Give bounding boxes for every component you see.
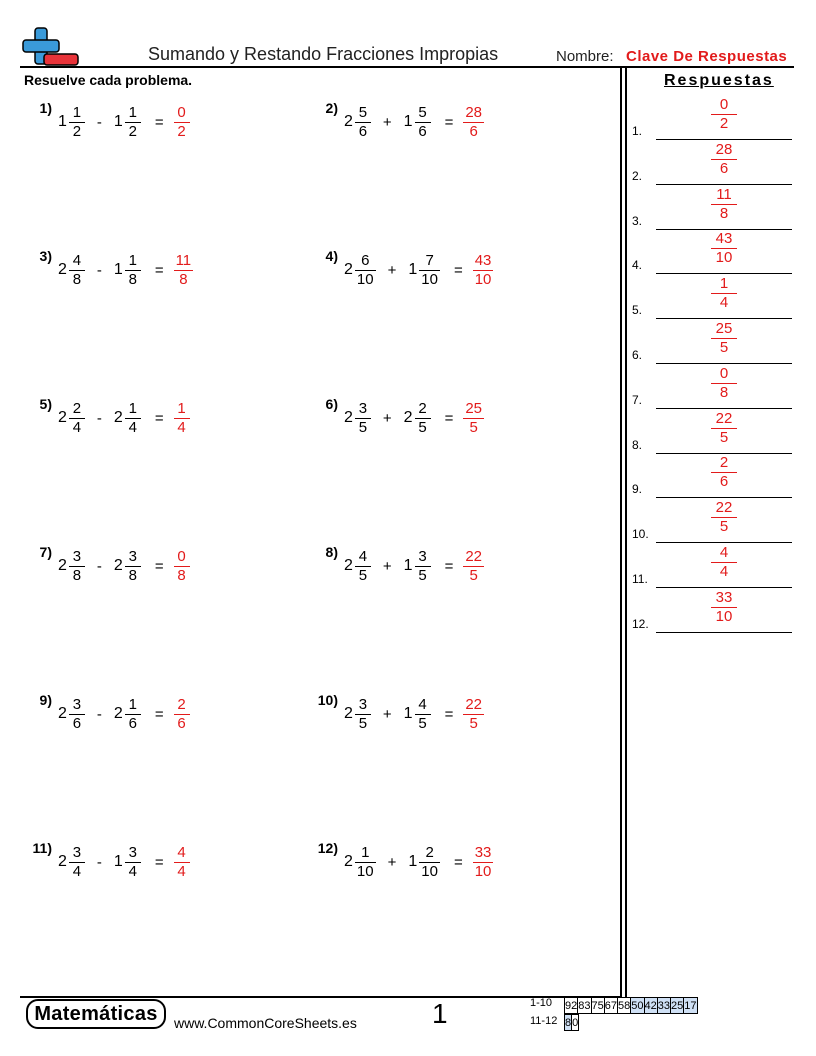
score-row — [564, 1014, 579, 1031]
answer-index: 10. — [632, 527, 649, 542]
denominator: 4 — [177, 418, 186, 436]
numerator: 2 — [177, 695, 186, 713]
denominator: 6 — [719, 473, 729, 491]
operator: - — [96, 409, 102, 427]
numerator: 43 — [715, 230, 733, 248]
numerator: 1 — [361, 843, 370, 861]
fraction — [415, 104, 431, 141]
denominator: 4 — [72, 862, 82, 880]
numerator: 1 — [128, 103, 137, 121]
score-cell: 17 — [684, 999, 697, 1012]
denominator: 4 — [128, 418, 137, 436]
denominator: 10 — [474, 270, 492, 288]
answer-fraction — [706, 230, 742, 267]
fraction — [125, 400, 141, 437]
answer-fraction — [706, 499, 742, 536]
answer-row — [632, 96, 792, 140]
denominator: 6 — [719, 159, 729, 177]
problem-number: 3) — [39, 248, 52, 264]
denominator: 10 — [356, 862, 374, 880]
operator: + — [382, 705, 392, 723]
denominator: 5 — [418, 714, 427, 732]
equals-sign: = — [453, 261, 463, 279]
denominator: 8 — [719, 204, 729, 222]
header-divider — [20, 66, 794, 68]
operator: + — [382, 113, 392, 131]
whole-number: 1 — [408, 853, 418, 870]
answer-fraction — [706, 454, 742, 491]
fraction — [415, 400, 431, 437]
denominator: 5 — [418, 566, 427, 584]
answer-row — [632, 499, 792, 543]
answer-index: 9. — [632, 482, 643, 497]
problem-6 — [310, 396, 484, 440]
denominator: 6 — [358, 122, 368, 140]
denominator: 5 — [418, 418, 427, 436]
answer-index: 2. — [632, 168, 643, 183]
numerator: 6 — [361, 251, 370, 269]
whole-number: 2 — [58, 705, 67, 722]
fraction — [355, 400, 371, 437]
denominator: 4 — [128, 862, 137, 880]
denominator: 8 — [72, 566, 82, 584]
whole-number: 1 — [113, 113, 123, 130]
answer-fraction — [706, 275, 742, 312]
numerator: 22 — [715, 499, 733, 517]
denominator: 8 — [179, 270, 188, 288]
equals-sign: = — [154, 557, 164, 575]
answer-fraction — [174, 696, 190, 733]
denominator: 10 — [715, 607, 733, 625]
fraction — [69, 696, 85, 733]
whole-number: 1 — [403, 113, 413, 130]
brand-badge: Matemáticas — [26, 999, 166, 1029]
denominator: 2 — [177, 122, 186, 140]
problem-number: 10) — [317, 692, 338, 708]
whole-number: 2 — [344, 705, 353, 722]
whole-number: 2 — [344, 261, 353, 278]
operator: + — [387, 853, 397, 871]
numerator: 25 — [715, 320, 733, 337]
problem-5 — [24, 396, 190, 440]
whole-number: 2 — [58, 409, 67, 426]
numerator: 3 — [72, 843, 82, 861]
numerator: 2 — [72, 399, 82, 417]
problem-11 — [24, 840, 190, 884]
whole-number: 1 — [403, 705, 413, 722]
instructions: Resuelve cada problema. — [24, 72, 193, 88]
denominator: 6 — [469, 122, 478, 140]
fraction — [125, 696, 141, 733]
numerator: 28 — [715, 140, 733, 158]
denominator: 6 — [418, 122, 427, 140]
problem-number: 1) — [39, 100, 52, 116]
denominator: 5 — [358, 418, 368, 436]
answer-index: 8. — [632, 437, 643, 452]
answer-index: 4. — [632, 258, 643, 273]
denominator: 6 — [128, 714, 137, 732]
name-label: Nombre: — [556, 48, 614, 65]
score-cell: 0 — [572, 1016, 579, 1029]
equals-sign: = — [444, 409, 454, 427]
denominator: 10 — [356, 270, 374, 288]
denominator: 2 — [128, 122, 137, 140]
numerator: 11 — [175, 251, 192, 269]
problem-8 — [310, 544, 484, 588]
numerator: 1 — [719, 275, 729, 293]
denominator: 8 — [72, 270, 82, 288]
answer-row — [632, 186, 792, 230]
denominator: 2 — [72, 122, 82, 140]
problem-number: 6) — [325, 396, 338, 412]
score-cell: 33 — [657, 999, 670, 1012]
denominator: 5 — [719, 428, 729, 446]
numerator: 3 — [72, 547, 82, 565]
operator: - — [96, 113, 102, 131]
answer-fraction — [174, 400, 190, 437]
answer-fraction — [463, 548, 484, 585]
answer-fraction — [174, 844, 190, 881]
denominator: 6 — [177, 714, 186, 732]
score-row-label: 11-12 — [530, 1015, 558, 1027]
numerator: 2 — [719, 454, 729, 472]
whole-number: 2 — [113, 557, 123, 574]
numerator: 3 — [128, 547, 137, 565]
whole-number: 2 — [344, 409, 353, 426]
name-value: Clave De Respuestas — [626, 48, 788, 65]
denominator: 5 — [469, 566, 478, 584]
fraction — [355, 252, 376, 289]
equals-sign: = — [453, 853, 463, 871]
fraction — [69, 400, 85, 437]
answer-row — [632, 141, 792, 185]
denominator: 5 — [469, 714, 478, 732]
fraction — [125, 104, 141, 141]
fraction — [69, 548, 85, 585]
operator: - — [96, 705, 102, 723]
fraction — [125, 548, 141, 585]
numerator: 28 — [465, 103, 483, 121]
answer-fraction — [174, 548, 190, 585]
numerator: 4 — [177, 843, 186, 861]
equals-sign: = — [154, 409, 164, 427]
answer-fraction — [706, 410, 742, 447]
score-row — [564, 997, 698, 1014]
numerator: 7 — [425, 251, 434, 269]
numerator: 1 — [128, 399, 137, 417]
denominator: 5 — [469, 418, 478, 436]
numerator: 22 — [465, 695, 483, 713]
answer-index: 7. — [632, 392, 643, 407]
fraction — [419, 844, 440, 881]
answer-fraction — [706, 365, 742, 402]
numerator: 0 — [719, 364, 729, 382]
numerator: 3 — [72, 695, 82, 713]
score-cell: 92 — [565, 999, 578, 1012]
answer-row — [632, 365, 792, 409]
whole-number: 1 — [113, 261, 123, 278]
answer-fraction — [706, 589, 742, 626]
denominator: 4 — [177, 862, 186, 880]
problem-10 — [310, 692, 484, 736]
fraction — [415, 696, 431, 733]
operator: + — [387, 261, 397, 279]
problem-3 — [24, 248, 193, 292]
numerator: 1 — [177, 399, 186, 417]
numerator: 33 — [474, 843, 492, 861]
operator: - — [96, 557, 102, 575]
numerator: 4 — [418, 695, 427, 713]
denominator: 4 — [72, 418, 82, 436]
fraction — [69, 104, 85, 141]
page-title: Sumando y Restando Fracciones Impropias — [148, 44, 499, 64]
operator: + — [382, 409, 392, 427]
answer-fraction — [174, 104, 190, 141]
numerator: 4 — [72, 251, 82, 269]
problem-number: 4) — [325, 248, 338, 264]
plus-minus-logo-icon — [22, 26, 80, 68]
problem-number: 8) — [325, 544, 338, 560]
problem-number: 5) — [39, 396, 52, 412]
answer-index: 5. — [632, 303, 643, 318]
whole-number: 2 — [113, 705, 123, 722]
answer-fraction — [706, 544, 742, 581]
answer-index: 1. — [632, 124, 643, 138]
fraction — [355, 548, 371, 585]
answer-row — [632, 230, 792, 274]
whole-number: 2 — [58, 557, 67, 574]
problem-number: 2) — [325, 100, 338, 116]
numerator: 1 — [128, 251, 137, 269]
numerator: 0 — [177, 547, 186, 565]
answer-index: 6. — [632, 348, 643, 362]
equals-sign: = — [154, 113, 164, 131]
problem-7 — [24, 544, 190, 588]
numerator: 5 — [418, 103, 427, 121]
problem-4 — [310, 248, 493, 292]
numerator: 25 — [465, 399, 483, 417]
score-cell: 83 — [578, 999, 591, 1012]
score-cell: 50 — [631, 999, 644, 1012]
problem-2 — [310, 100, 484, 144]
score-cell: 67 — [604, 999, 617, 1012]
whole-number: 1 — [58, 113, 67, 130]
answer-fraction — [706, 141, 742, 178]
score-cell: 58 — [618, 999, 631, 1012]
score-row-label: 1-10 — [530, 997, 553, 1009]
numerator: 3 — [358, 399, 368, 417]
numerator: 4 — [719, 544, 729, 561]
score-cell: 75 — [591, 999, 604, 1012]
answer-line — [656, 632, 792, 633]
answer-row — [632, 320, 792, 364]
answer-row — [632, 544, 792, 588]
answers-title: Respuestas — [664, 72, 774, 89]
fraction — [125, 844, 141, 881]
problem-number: 7) — [39, 544, 52, 560]
problem-number: 12) — [317, 840, 338, 856]
whole-number: 1 — [408, 261, 418, 278]
equals-sign: = — [444, 705, 454, 723]
column-divider-right — [625, 66, 627, 998]
problem-number: 9) — [39, 692, 52, 708]
numerator: 3 — [128, 843, 137, 861]
score-cell: 25 — [671, 999, 684, 1012]
denominator: 8 — [719, 383, 729, 401]
answer-index: 11. — [632, 572, 648, 586]
numerator: 33 — [715, 588, 733, 606]
equals-sign: = — [444, 557, 454, 575]
numerator: 2 — [425, 843, 434, 861]
numerator: 3 — [418, 547, 427, 565]
answer-fraction — [706, 96, 742, 133]
answer-row — [632, 589, 792, 633]
problem-12 — [310, 840, 493, 884]
fraction — [355, 104, 371, 141]
denominator: 2 — [719, 115, 729, 132]
numerator: 11 — [716, 185, 732, 203]
problem-1 — [24, 100, 190, 144]
answer-row — [632, 275, 792, 319]
operator: - — [96, 261, 102, 279]
whole-number: 2 — [344, 853, 353, 870]
fraction — [355, 696, 371, 733]
denominator: 8 — [177, 566, 186, 584]
whole-number: 1 — [403, 557, 413, 574]
answer-fraction — [463, 696, 484, 733]
fraction — [69, 252, 85, 289]
whole-number: 2 — [403, 409, 413, 426]
whole-number: 2 — [58, 261, 67, 278]
site-url[interactable]: www.CommonCoreSheets.es — [174, 1015, 357, 1031]
operator: + — [382, 557, 392, 575]
numerator: 1 — [72, 103, 82, 121]
denominator: 10 — [715, 249, 733, 267]
answer-fraction — [473, 252, 494, 289]
numerator: 3 — [358, 695, 368, 713]
numerator: 0 — [719, 96, 729, 113]
column-divider-left — [620, 66, 622, 998]
problem-9 — [24, 692, 190, 736]
numerator: 22 — [465, 547, 483, 565]
denominator: 5 — [358, 566, 368, 584]
answer-row — [632, 410, 792, 454]
fraction — [419, 252, 440, 289]
whole-number: 2 — [113, 409, 123, 426]
fraction — [415, 548, 431, 585]
equals-sign: = — [154, 705, 164, 723]
equals-sign: = — [154, 261, 164, 279]
denominator: 8 — [128, 566, 137, 584]
answer-fraction — [174, 252, 194, 289]
denominator: 5 — [719, 518, 729, 536]
numerator: 43 — [474, 251, 492, 269]
denominator: 5 — [358, 714, 368, 732]
answer-index: 12. — [632, 616, 649, 631]
whole-number: 2 — [344, 113, 353, 130]
denominator: 10 — [474, 862, 492, 880]
problem-number: 11) — [32, 840, 52, 856]
denominator: 5 — [719, 339, 729, 356]
answer-index: 3. — [632, 213, 643, 228]
numerator: 4 — [358, 547, 368, 565]
score-cell: 8 — [565, 1016, 572, 1029]
equals-sign: = — [154, 853, 164, 871]
equals-sign: = — [444, 113, 454, 131]
answer-fraction — [463, 400, 484, 437]
numerator: 5 — [358, 103, 368, 121]
answer-fraction — [706, 186, 742, 223]
denominator: 4 — [719, 294, 729, 312]
numerator: 1 — [128, 695, 137, 713]
whole-number: 2 — [344, 557, 353, 574]
page-number: 1 — [432, 998, 448, 1029]
fraction — [355, 844, 376, 881]
numerator: 2 — [418, 399, 427, 417]
whole-number: 2 — [58, 853, 67, 870]
denominator: 4 — [719, 563, 729, 580]
fraction — [69, 844, 85, 881]
operator: - — [96, 853, 102, 871]
answer-fraction — [706, 320, 742, 357]
whole-number: 1 — [113, 853, 123, 870]
numerator: 0 — [177, 103, 186, 121]
numerator: 22 — [715, 409, 733, 427]
fraction — [125, 252, 141, 289]
answer-fraction — [463, 104, 484, 141]
denominator: 8 — [128, 270, 137, 288]
answer-fraction — [473, 844, 494, 881]
denominator: 6 — [72, 714, 82, 732]
denominator: 10 — [421, 270, 438, 288]
denominator: 10 — [421, 862, 438, 880]
score-cell: 42 — [644, 999, 657, 1012]
answer-row — [632, 454, 792, 498]
